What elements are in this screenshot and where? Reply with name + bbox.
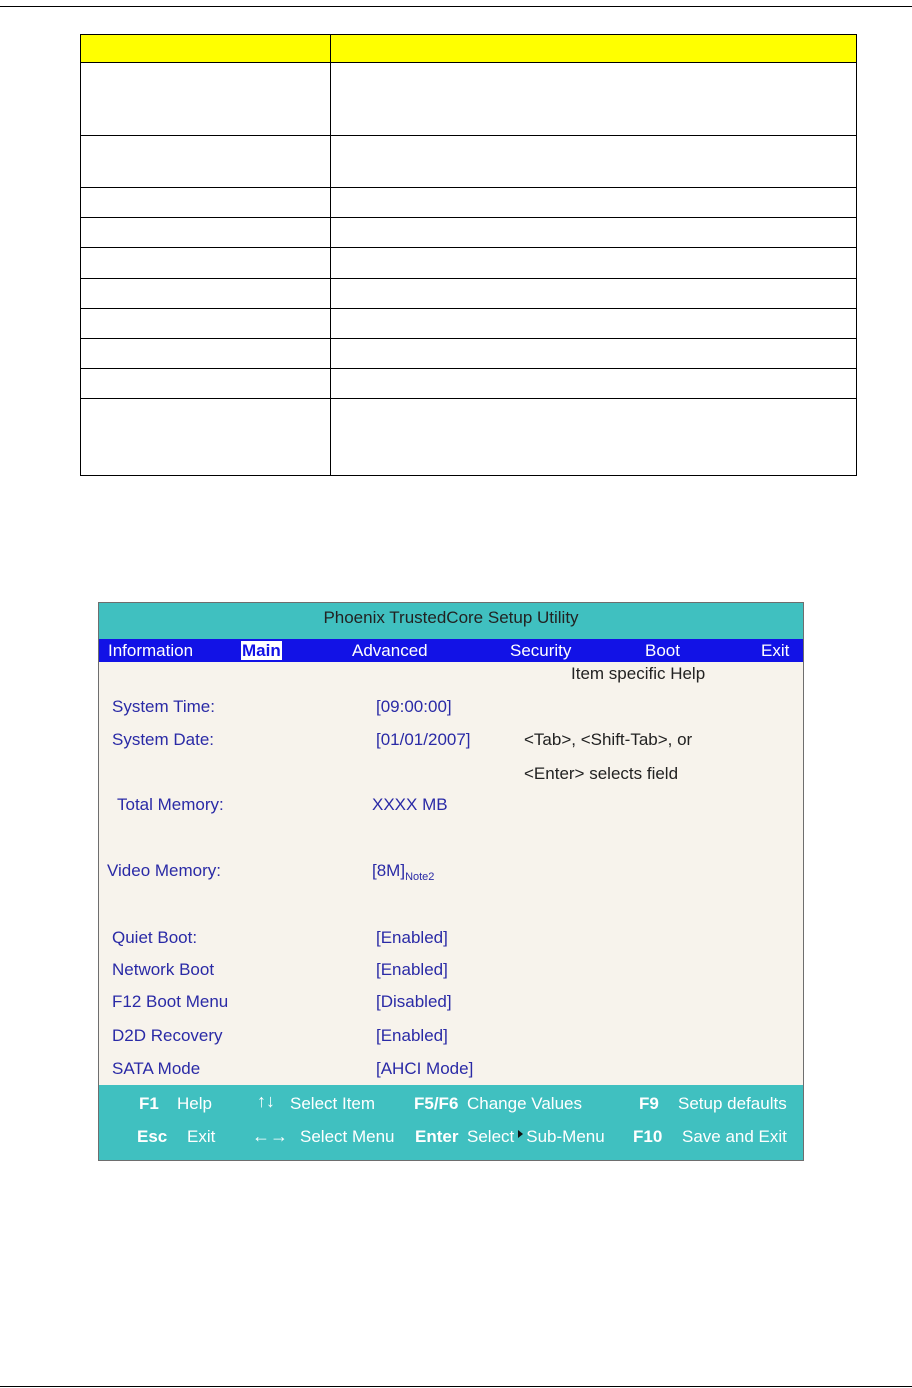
- menu-information[interactable]: Information: [108, 641, 194, 660]
- f1-key: F1: [139, 1094, 159, 1113]
- field-label-f12-boot-menu: F12 Boot Menu: [112, 992, 229, 1011]
- field-value-network-boot[interactable]: [Enabled]: [376, 960, 448, 979]
- field-value-d2d-recovery[interactable]: [Enabled]: [376, 1026, 448, 1045]
- f5-f6-key: F5/F6: [414, 1094, 459, 1113]
- video-memory-note: Note2: [405, 871, 435, 883]
- save-exit-desc: Save and Exit: [682, 1127, 787, 1146]
- menu-boot[interactable]: Boot: [645, 641, 680, 660]
- field-value-total-memory: XXXX MB: [372, 795, 448, 814]
- field-label-network-boot: Network Boot: [112, 960, 215, 979]
- table-header-row: [81, 35, 857, 63]
- field-label-quiet-boot: Quiet Boot:: [112, 928, 198, 947]
- esc-key: Esc: [137, 1127, 168, 1146]
- field-value-sata-mode[interactable]: [AHCI Mode]: [376, 1059, 474, 1078]
- table-row: [81, 248, 857, 279]
- menu-main[interactable]: Main: [242, 641, 281, 660]
- table-row: [81, 309, 857, 339]
- select-item-desc: Select Item: [290, 1094, 376, 1113]
- sub-menu-label: Sub-Menu: [526, 1127, 605, 1146]
- table-row: [81, 399, 857, 476]
- table-row: [81, 279, 857, 309]
- field-value-quiet-boot[interactable]: [Enabled]: [376, 928, 448, 947]
- field-value-f12-boot-menu[interactable]: [Disabled]: [376, 992, 452, 1011]
- select-menu-desc: Select Menu: [300, 1127, 395, 1146]
- field-label-sata-mode: SATA Mode: [112, 1059, 201, 1078]
- table-row: [81, 63, 857, 136]
- f10-key: F10: [633, 1127, 663, 1146]
- field-label-d2d-recovery: D2D Recovery: [112, 1026, 223, 1045]
- video-memory-value: [8M]: [372, 861, 406, 880]
- field-value-system-date[interactable]: [01/01/2007]: [376, 730, 471, 749]
- f1-desc: Help: [177, 1094, 212, 1113]
- menu-advanced[interactable]: Advanced: [352, 641, 428, 660]
- page-top-rule: [0, 6, 912, 7]
- help-line-2: <Enter> selects field: [524, 764, 679, 783]
- setup-defaults-desc: Setup defaults: [678, 1094, 787, 1113]
- change-values-desc: Change Values: [467, 1094, 582, 1113]
- select-submenu-desc: [467, 1127, 605, 1147]
- left-right-arrows-icon: ←→: [252, 1126, 288, 1146]
- field-label-system-time: System Time:: [112, 697, 215, 716]
- menu-security[interactable]: Security: [510, 641, 572, 660]
- triangle-right-icon: [518, 1130, 523, 1138]
- esc-desc: Exit: [187, 1127, 216, 1146]
- header-cell-description: [331, 35, 857, 63]
- select-label: Select: [467, 1127, 515, 1146]
- field-label-total-memory: Total Memory:: [117, 795, 224, 814]
- table-row: [81, 188, 857, 218]
- menu-exit[interactable]: Exit: [761, 641, 790, 660]
- help-title: Item specific Help: [571, 664, 706, 683]
- field-label-system-date: System Date:: [112, 730, 215, 749]
- table-row: [81, 136, 857, 188]
- table-row: [81, 218, 857, 248]
- field-value-video-memory[interactable]: [372, 861, 434, 883]
- bios-key-legend: [99, 1085, 803, 1160]
- up-down-arrows-icon: ↑↓: [257, 1091, 275, 1111]
- table-row: [81, 339, 857, 369]
- table-row: [81, 369, 857, 399]
- field-label-video-memory: Video Memory:: [107, 861, 222, 880]
- page-bottom-rule: [0, 1386, 912, 1387]
- bios-title: Phoenix TrustedCore Setup Utility: [99, 603, 803, 639]
- field-value-system-time[interactable]: [09:00:00]: [376, 697, 452, 716]
- help-line-1: <Tab>, <Shift-Tab>, or: [524, 730, 693, 749]
- enter-key: Enter: [415, 1127, 459, 1146]
- bios-setup-screen: [98, 602, 804, 1161]
- f9-key: F9: [639, 1094, 659, 1113]
- bios-menu-bar: [99, 639, 803, 662]
- parameter-table: [80, 34, 857, 476]
- header-cell-parameter: [81, 35, 331, 63]
